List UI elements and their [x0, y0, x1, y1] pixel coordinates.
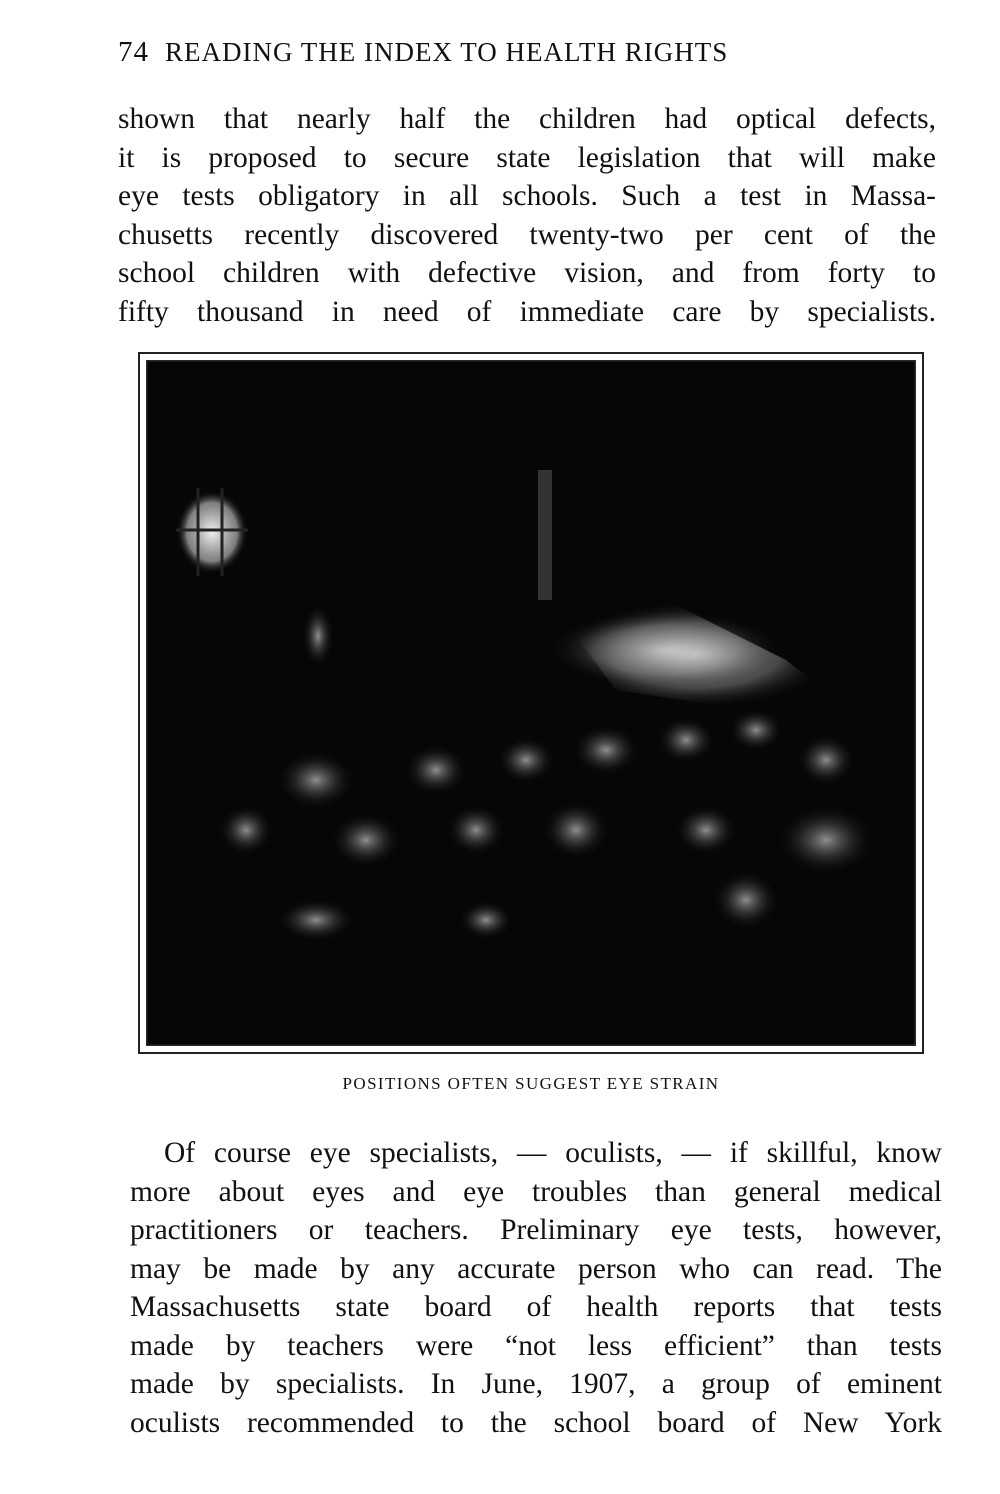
text-line: Of course eye specialists, — oculists, — if skillful, know [164, 1137, 942, 1169]
text-line: made by specialists. In June, 1907, a group of eminent [130, 1368, 942, 1400]
running-title: READING THE INDEX TO HEALTH RIGHTS [165, 37, 729, 67]
text-line: oculists recommended to the school board of New York [130, 1406, 942, 1439]
figure-frame [138, 352, 924, 1054]
page-number: 74 [118, 36, 149, 68]
text-line: shown that nearly half the children had optical defects, [118, 103, 936, 135]
classroom-photo [146, 360, 916, 1046]
paragraph-intro [118, 100, 936, 331]
text-line: it is proposed to secure state legislation that will make [118, 141, 936, 174]
text-line: made by teachers were “not less efficient” than tests [130, 1329, 942, 1362]
running-header [118, 36, 898, 76]
text-line: eye tests obligatory in all schools. Such a test in Massa- [118, 180, 936, 212]
figure-caption: POSITIONS OFTEN SUGGEST EYE STRAIN [342, 1074, 720, 1093]
text-line: more about eyes and eye troubles than general medical [130, 1175, 942, 1208]
window-shape [176, 488, 248, 576]
text-line: may be made by any accurate person who can read. The [130, 1252, 942, 1285]
text-line: school children with defective vision, and from forty to [118, 257, 936, 289]
paragraph-main [130, 1134, 942, 1442]
text-line: Massachusetts state board of health reports that tests [130, 1291, 942, 1323]
text-line: chusetts recently discovered twenty-two per cent of the [118, 218, 936, 251]
text-line: practitioners or teachers. Preliminary eye tests, however, [130, 1214, 942, 1246]
text-line: fifty thousand in need of immediate care by specialists. [118, 295, 936, 328]
